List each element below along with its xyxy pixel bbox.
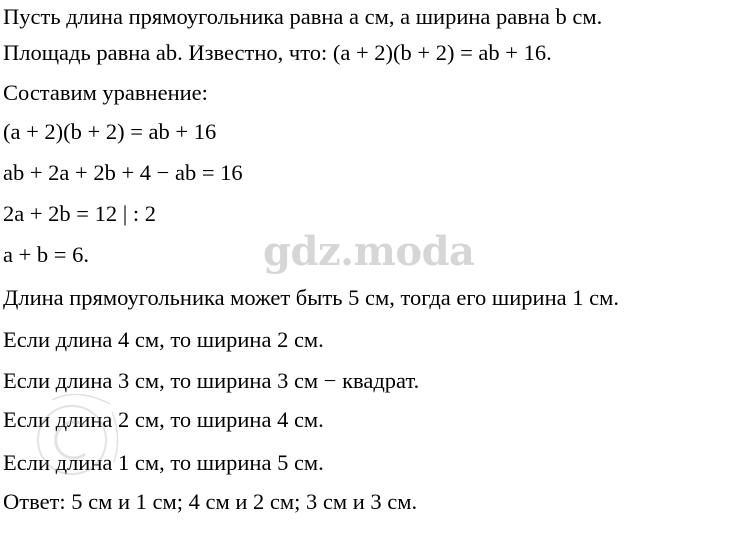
answer-line: Ответ: 5 см и 1 см; 4 см и 2 см; 3 см и 3 см. <box>3 489 418 514</box>
text-line-2: Площадь равна ab. Известно, что: (a + 2)(b + 2) = ab + 16. <box>3 40 552 65</box>
text-line-6: Если длина 3 см, то ширина 3 см − квадрат. <box>3 368 420 393</box>
text-line-7: Если длина 2 см, то ширина 4 см. <box>3 407 324 432</box>
text-line-5: Если длина 4 см, то ширина 2 см. <box>3 327 324 352</box>
equation-line-4: a + b = 6. <box>3 242 89 267</box>
text-line-3: Составим уравнение: <box>3 80 208 105</box>
watermark-logo: gdz.moda <box>263 228 475 275</box>
equation-line-2: ab + 2a + 2b + 4 − ab = 16 <box>3 160 243 185</box>
text-line-8: Если длина 1 см, то ширина 5 см. <box>3 450 324 475</box>
copyright-seal-icon <box>22 382 132 492</box>
equation-line-3: 2a + 2b = 12 | : 2 <box>3 201 156 226</box>
text-line-1: Пусть длина прямоугольника равна a см, а ширина равна b см. <box>3 4 603 29</box>
text-line-4: Длина прямоугольника может быть 5 см, тогда его ширина 1 см. <box>3 285 619 310</box>
equation-line-1: (a + 2)(b + 2) = ab + 16 <box>3 119 217 144</box>
